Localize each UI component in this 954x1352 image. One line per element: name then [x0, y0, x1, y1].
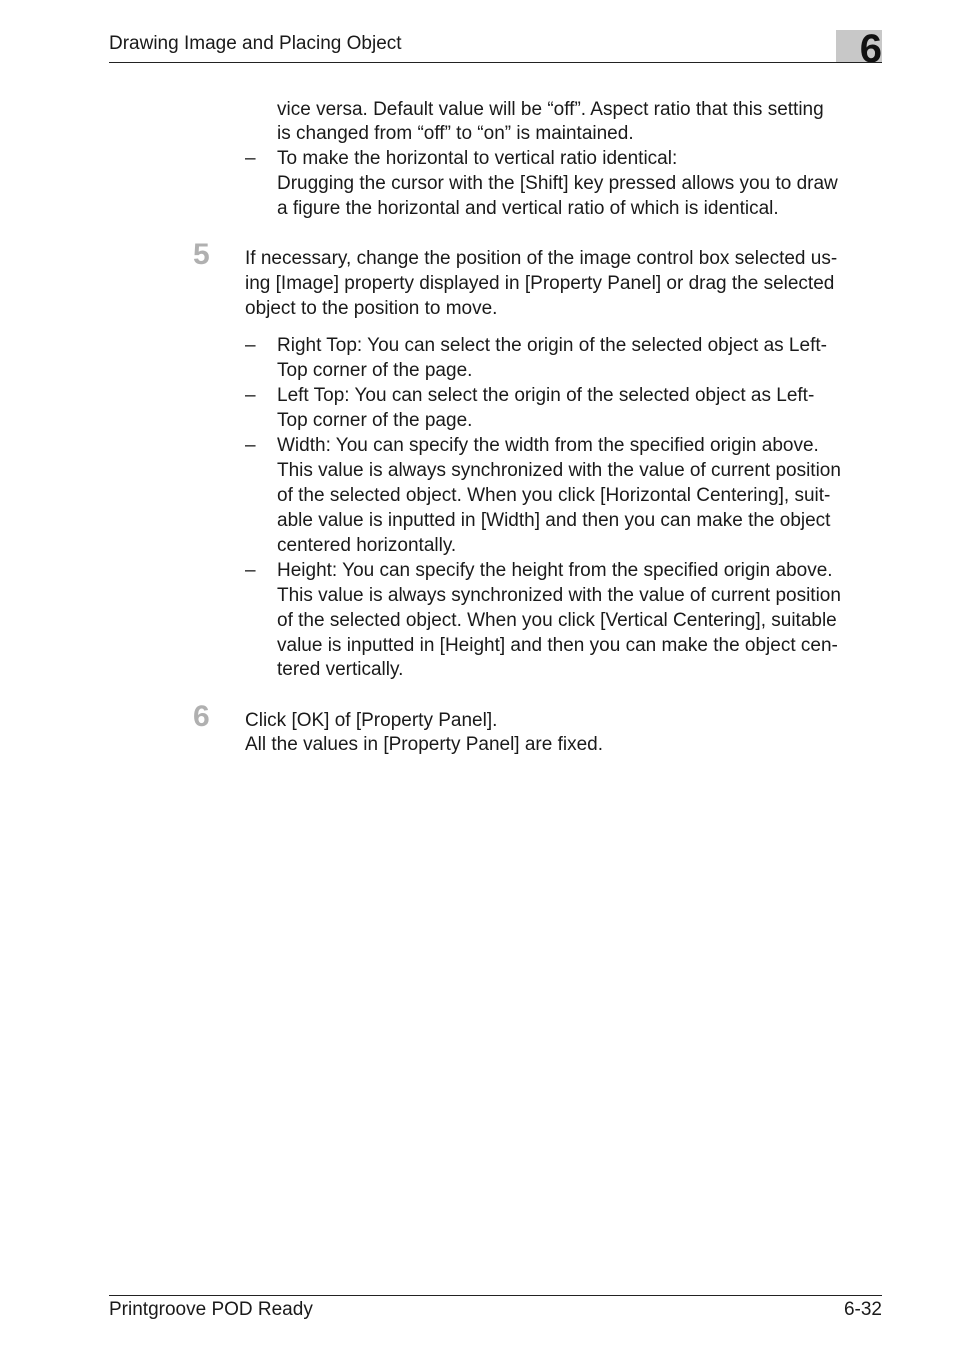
- bullet-line: This value is always synchronized with the value of current position: [277, 585, 841, 606]
- bullet-line: tered vertically.: [277, 659, 404, 680]
- bullet-line: able value is inputted in [Width] and then you can make the object: [277, 510, 831, 531]
- bullet-line: value is inputted in [Height] and then you can make the object cen-: [277, 635, 838, 656]
- footer-divider: [109, 1295, 882, 1296]
- bullet-line: Width: You can specify the width from the specified origin above.: [277, 435, 819, 456]
- step-text-line: Click [OK] of [Property Panel].: [245, 710, 498, 731]
- header-divider: [109, 62, 882, 63]
- bullet-line: Drugging the cursor with the [Shift] key pressed allows you to draw: [277, 173, 838, 194]
- step-text-line: If necessary, change the position of the image control box selected us-: [245, 248, 838, 269]
- page-number: 6-32: [843, 1299, 882, 1320]
- chapter-number: 6: [859, 27, 882, 71]
- bullet-line: Left Top: You can select the origin of the selected object as Left-: [277, 385, 815, 406]
- bullet-line: Right Top: You can select the origin of the selected object as Left-: [277, 335, 827, 356]
- paragraph-line: is changed from “off” to “on” is maintained.: [277, 123, 634, 144]
- step-number: 5: [193, 238, 210, 271]
- bullet-dash: –: [245, 560, 256, 581]
- bullet-line: of the selected object. When you click [Horizontal Centering], suit-: [277, 485, 831, 506]
- bullet-line: Top corner of the page.: [277, 360, 473, 381]
- paragraph-line: vice versa. Default value will be “off”. Aspect ratio that this setting: [277, 99, 824, 120]
- step-text-line: object to the position to move.: [245, 298, 498, 319]
- bullet-dash: –: [245, 385, 256, 406]
- footer-product-name: Printgroove POD Ready: [109, 1299, 313, 1320]
- chapter-tab: [836, 27, 882, 71]
- bullet-line: To make the horizontal to vertical ratio identical:: [277, 148, 678, 169]
- bullet-line: centered horizontally.: [277, 535, 457, 556]
- bullet-dash: –: [245, 148, 256, 169]
- bullet-line: of the selected object. When you click [Vertical Centering], suitable: [277, 610, 837, 631]
- step-text-line: All the values in [Property Panel] are fixed.: [245, 734, 604, 755]
- step-number: 6: [193, 700, 210, 733]
- bullet-line: This value is always synchronized with the value of current position: [277, 460, 841, 481]
- step-text-line: ing [Image] property displayed in [Property Panel] or drag the selected: [245, 273, 835, 294]
- bullet-dash: –: [245, 435, 256, 456]
- running-header-title: Drawing Image and Placing Object: [109, 33, 402, 54]
- bullet-line: Height: You can specify the height from the specified origin above.: [277, 560, 833, 581]
- bullet-dash: –: [245, 335, 256, 356]
- bullet-line: Top corner of the page.: [277, 410, 473, 431]
- bullet-line: a figure the horizontal and vertical ratio of which is identical.: [277, 198, 779, 219]
